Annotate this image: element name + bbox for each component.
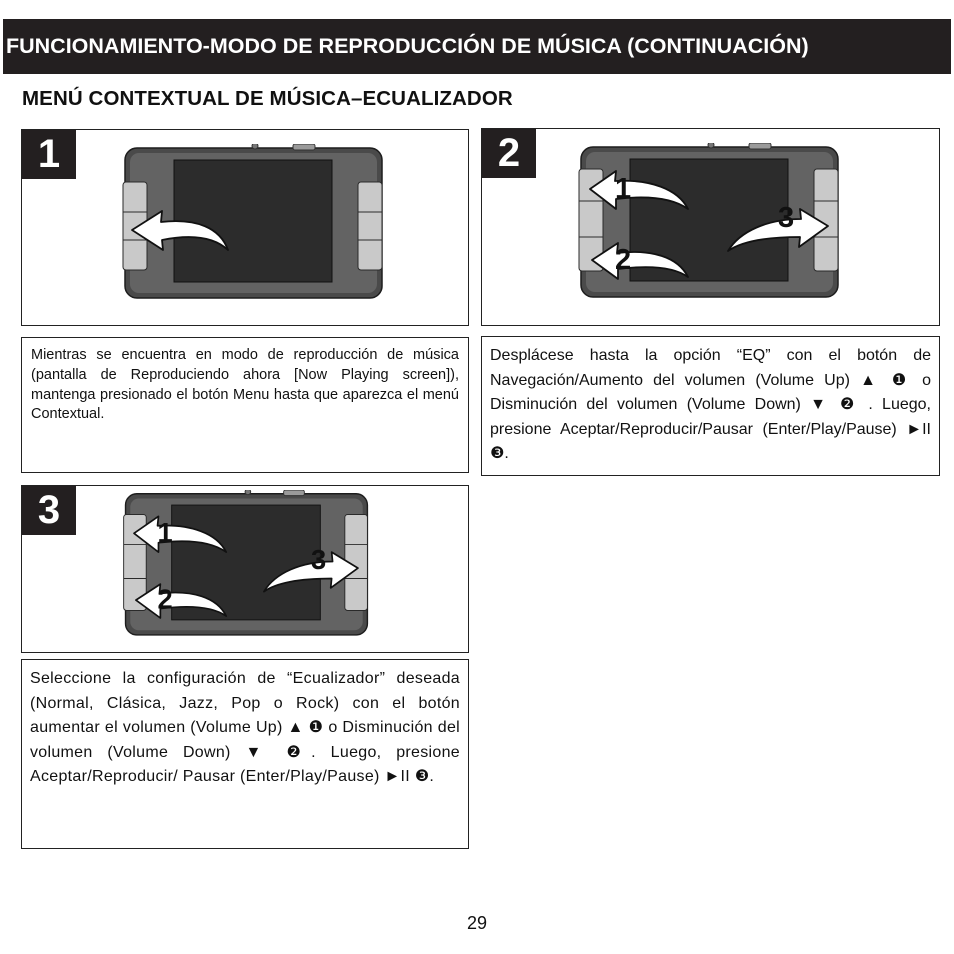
mp3-player-illustration (115, 490, 377, 650)
arrow-label-2: 2 (615, 244, 632, 276)
arrow-label-3: 3 (778, 202, 795, 234)
step-2-instructions: Desplácese hasta la opción “EQ” con el botón de Navegación/Aumento del volumen (Volume Up) ▲ ❶ o Disminución del volumen (Volume Down) ▼ ❷ . Luego, presione Aceptar/Reproducir/Pausar (Enter/Play/Pause) ►II ❸. (481, 336, 940, 476)
step-3-image-panel (21, 485, 469, 653)
step-2-number: 2 (482, 129, 536, 178)
step-3-number: 3 (22, 486, 76, 535)
arrow-label-1: 1 (615, 173, 632, 205)
arrow-label-3: 3 (310, 544, 327, 576)
section-title: MENÚ CONTEXTUAL DE MÚSICA–ECUALIZADOR (22, 87, 513, 110)
step-2-image-panel (481, 128, 940, 326)
page-number: 29 (466, 913, 488, 933)
step-3-instructions: Seleccione la configuración de “Ecualizador” deseada (Normal, Clásica, Jazz, Pop o Rock) con el botón aumentar el volumen (Volume Up) ▲ ❶ o Disminución del volumen (Volume Down) ▼ ❷. Luego, presione Aceptar/Reproducir/ Pausar (Enter/Play/Pause) ►II ❸. (21, 659, 469, 849)
step-1-instructions: Mientras se encuentra en modo de reproducción de música (pantalla de Reproduciendo ahora [Now Playing screen]), mantenga presionado el botón Menu hasta que aparezca el menú Contextual. (21, 337, 469, 473)
page-header: FUNCIONAMIENTO-MODO DE REPRODUCCIÓN DE MÚSICA (CONTINUACIÓN) (3, 19, 951, 74)
arrow-label-1: 1 (157, 516, 173, 548)
step-1-image-panel (21, 129, 469, 326)
step-1-number: 1 (22, 130, 76, 179)
arrow-label-2: 2 (157, 583, 173, 615)
mp3-player-illustration (122, 144, 384, 304)
mp3-player-illustration (578, 143, 840, 313)
